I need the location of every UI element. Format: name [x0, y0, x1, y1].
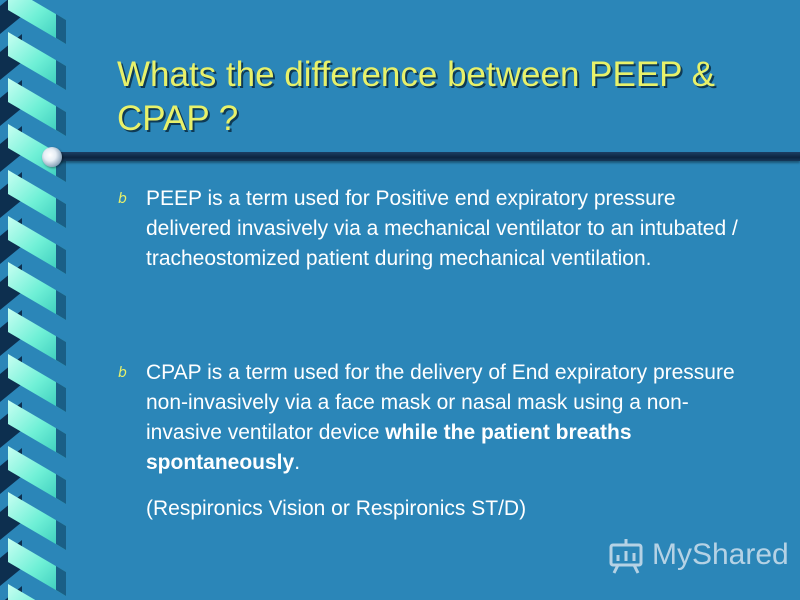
ribbon-edge-segment — [56, 60, 66, 90]
divider-ball — [42, 147, 62, 167]
bullet-cpap — [118, 358, 758, 478]
bullet-peep-text: PEEP is a term used for Positive end expiratory pressure delivered invasively via a mechanical ventilator to an intubated / tracheostomized patient during mechanical ventilation. — [146, 187, 738, 270]
ribbon-edge-segment — [56, 566, 66, 596]
ribbon-edge-segment — [56, 382, 66, 412]
ribbon-edge-segment — [56, 336, 66, 366]
decorative-ribbon — [0, 0, 80, 600]
bullet-cpap-text — [146, 358, 758, 478]
ribbon-edge-segment — [56, 520, 66, 550]
ribbon-edge-segment — [56, 474, 66, 504]
bullet-cpap-text-start: CPAP is a term used for the delivery of End expiratory pressure non-invasively via a face mask or nasal mask using a non-invasive ventilator device — [146, 361, 735, 444]
bullet-cpap-text-end: . — [294, 451, 301, 474]
title-divider — [50, 152, 800, 161]
presentation-screen-icon — [606, 535, 646, 575]
bullet-icon: b — [118, 365, 127, 381]
ribbon-edge-segment — [56, 290, 66, 320]
bullet-icon: b — [118, 191, 127, 207]
watermark-text: MyShared — [652, 538, 789, 571]
ribbon-edge-segment — [56, 14, 66, 44]
device-note: (Respironics Vision or Respironics ST/D) — [146, 497, 527, 520]
ribbon-edge-segment — [56, 428, 66, 458]
slide-title: Whats the difference between PEEP & CPAP ? — [117, 55, 715, 138]
watermark — [606, 535, 789, 575]
ribbon-edge-segment — [56, 198, 66, 228]
ribbon-edge-segment — [56, 106, 66, 136]
ribbon-edge-segment — [56, 244, 66, 274]
bullet-peep — [118, 184, 758, 274]
bullet-cpap-text-bold: while the patient breaths spontaneously — [146, 421, 632, 474]
